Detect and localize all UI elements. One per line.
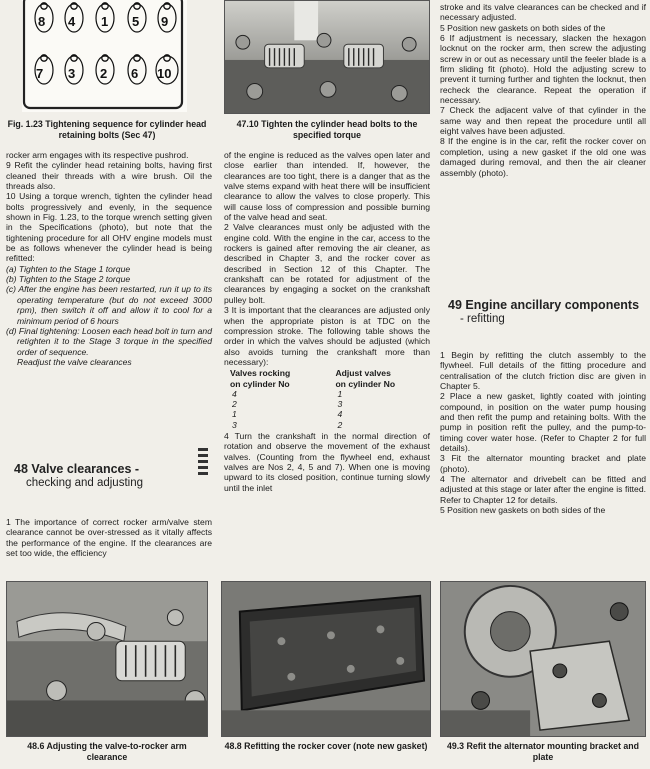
paragraph-48-1: 1 The importance of correct rocker arm/valve stem clearance cannot be over-stressed as it vitally affects the performance of the engine. If the clearances are set too wide, the efficiency (6, 517, 212, 559)
stage-d: (d) Final tightening: Loosen each head bolt in turn and retighten it to the Stage 3 torque in the specified order of sequence. (6, 325, 212, 357)
section-49-heading (448, 298, 648, 326)
photo-48-8 (221, 581, 431, 737)
stage-d-continued: Readjust the valve clearances (17, 356, 132, 367)
bolt-label-8: 8 (38, 14, 46, 29)
stage-c: (c) After the engine has been restarted, run it up to its operating temperature (but do not exceed 3000 rpm), then switch it off and allow it to cool for a minimum period of 6 hours (6, 284, 212, 326)
bolt-label-5: 5 (132, 14, 140, 29)
bolt-label-2: 2 (100, 66, 108, 81)
paragraph-48-4: 4 Turn the crankshaft in the normal direction of rotation and observe the movement of the exhaust valves. (Counting from the flywheel end, exhaust valves are Nos 2, 4, 5 and 7). When one is moving upward to its closed position, continue turning slowly until the inlet (224, 431, 430, 493)
paragraph-49-5: 5 Position new gaskets on both sides of the (440, 505, 606, 516)
table-header-rocking: Valves rocking on cylinder No (230, 368, 291, 389)
column-3-bottom (440, 350, 646, 516)
column-1-top (6, 150, 212, 367)
section-48-subtitle: checking and adjusting (26, 477, 143, 489)
paragraph-48-7: 7 Check the adjacent valve of that cylinder in the same way and then repeat the procedure until all eight valves have been adjusted. (440, 105, 646, 137)
photo-49-3 (440, 581, 646, 737)
paragraph: rocker arm engages with its respective pushrod. (6, 150, 189, 160)
bolt-label-4: 4 (68, 14, 76, 29)
bolt-label-7: 7 (36, 66, 44, 81)
section-48-heading (14, 462, 204, 490)
bolt-label-6: 6 (131, 66, 139, 81)
table-header-adjust: Adjust valves on cylinder No (335, 368, 396, 389)
paragraph-9: 9 Refit the cylinder head retaining bolts, having first cleaned their threads with a wire brush. Oil the threads also. (6, 160, 212, 192)
section-48-title: 48 Valve clearances - (14, 462, 140, 476)
bolt-sequence-diagram (22, 0, 187, 112)
photo-48-8-caption: 48.8 Refitting the rocker cover (note new gasket) (224, 741, 428, 751)
section-49-subtitle: - refitting (460, 313, 505, 325)
table-row: 3 2 (232, 419, 343, 430)
paragraph-49-4: 4 The alternator and drivebelt can be fitted and adjusted at this stage or later after the engine is fitted. Refer to Chapter 12 for details. (440, 474, 646, 505)
paragraph-49-1: 1 Begin by refitting the clutch assembly to the flywheel. Full details of the fitting procedure and centralisation of the clutch friction disc are given in Chapter 5. (440, 350, 646, 392)
fig-1-23-diagram (22, 0, 187, 112)
stage-b: (b) Tighten to the Stage 2 torque (6, 274, 131, 285)
section-49-title: 49 Engine ancillary components (448, 298, 640, 312)
paragraph-48-8: 8 If the engine is in the car, refit the rocker cover on completion, using a new gasket if the old one was damaged during removal, and then the air cleaner assembly (photo). (440, 136, 646, 178)
paragraph-48-5: 5 Position new gaskets on both sides of the (440, 22, 606, 33)
paragraph-48-2: 2 Valve clearances must only be adjusted with the engine cold. With the engine in the car, access to the rockers is gained after removing the air cleaner, as described in Chapter 3, and the rocker cover as described in Section 12 of this Chapter. The crankshaft can be rotated for adjustment of the clearances by engaging a socket on the crankshaft pulley bolt. (224, 222, 430, 305)
photo-47-10-caption: 47.10 Tighten the cylinder head bolts to the specified torque (236, 119, 418, 140)
column-2 (224, 150, 430, 493)
bolt-label-10: 10 (157, 66, 172, 81)
table-row: 2 3 (232, 399, 343, 410)
table-row: 4 1 (232, 388, 343, 399)
paragraph-10: 10 Using a torque wrench, tighten the cylinder head bolts progressively and evenly, in the sequence shown in Fig. 1.23, to the torque wrench setting given in the Specifications (photo), but note that the tightening procedure for all OHV engine models must be as follows whenever the cylinder head is being refitted: (6, 191, 212, 264)
valve-adjust-table (230, 368, 440, 430)
paragraph: of the engine is reduced as the valves open later and close earlier than intended. If, however, the clearances are too tight, there is a danger that as the valve stems expand with heat there will be insufficient clearance to allow the valves to close properly. This will cause loss of compression and possible burning of the valve head and seat. (224, 150, 430, 223)
column-3-top (440, 2, 646, 178)
photo-48-6-caption: 48.6 Adjusting the valve-to-rocker arm clearance (27, 741, 187, 762)
table-row: 1 4 (232, 409, 343, 420)
photo-48-6 (6, 581, 208, 737)
stage-a: (a) Tighten to the Stage 1 torque (6, 263, 131, 274)
paragraph-48-6: 6 If adjustment is necessary, slacken the hexagon locknut on the rocker arm, then screw the adjusting screw in or out as necessary until the feeler blade is a firm sliding fit (photo). Hold the adjusting screw to prevent it turning further and tighten the locknut, then recheck the clearance. Repeat the operation if necessary. (440, 33, 646, 106)
wrench-icon (196, 446, 210, 480)
photo-49-3-caption: 49.3 Refit the alternator mounting bracket and plate (446, 741, 640, 762)
column-1-bottom (6, 517, 212, 558)
paragraph: stroke and its valve clearances can be checked and if necessary adjusted. (440, 2, 646, 23)
paragraph-49-2: 2 Place a new gasket, lightly coated with jointing compound, in position on the water pump housing and then refit the pump and retaining bolts. With the pump in position refit the pulley, and the pump-to-timing cover water hose. (Refer to Chapter 2 for full details). (440, 391, 646, 454)
paragraph-48-3: 3 It is important that the clearances are adjusted only when the appropriate piston is at TDC on the compression stroke. The following table shows the order in which the valves should be adjusted (which also avoids turning the crankshaft more than necessary): (224, 305, 430, 367)
photo-47-10 (224, 0, 430, 114)
bolt-label-1: 1 (101, 14, 109, 29)
paragraph-49-3: 3 Fit the alternator mounting bracket and plate (photo). (440, 453, 646, 474)
bolt-label-3: 3 (68, 66, 76, 81)
fig-1-23-caption: Fig. 1.23 Tightening sequence for cylinder head retaining bolts (Sec 47) (7, 119, 207, 140)
bolt-label-9: 9 (161, 14, 169, 29)
